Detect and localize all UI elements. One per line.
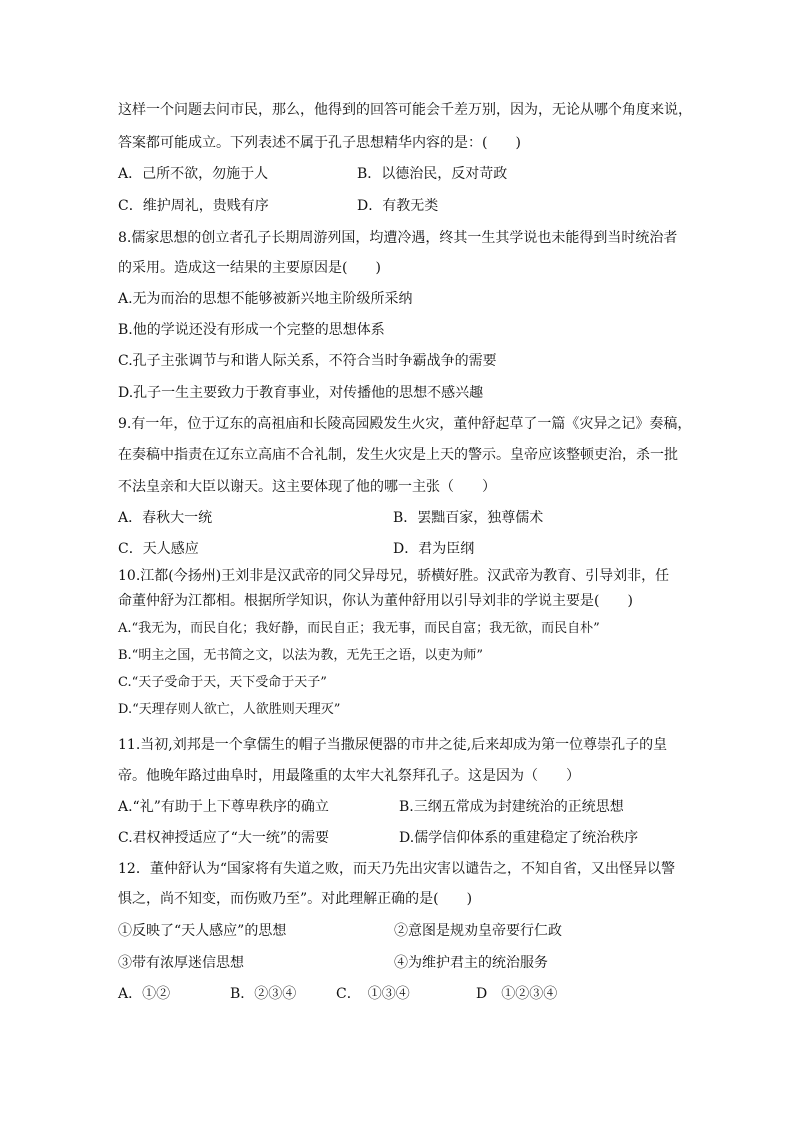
q11-option-c: C.君权神授适应了“大一统”的需要 — [118, 830, 329, 846]
q12-item-2: ②意图是规劝皇帝要行仁政 — [394, 923, 562, 939]
q12-item-1: ①反映了“天人感应”的思想 — [118, 923, 287, 939]
q7-stem-line1: 这样一个问题去问市民，那么，他得到的回答可能会千差万别，因为，无论从哪个角度来说， — [118, 102, 692, 118]
q11-option-a: A.“礼”有助于上下尊卑秩序的确立 — [118, 799, 329, 815]
q9-option-d: D．君为臣纲 — [393, 541, 475, 557]
q9-stem-line1: 9.有一年，位于辽东的高祖庙和长陵高园殿发生火灾，董仲舒起草了一篇《灾异之记》奏稿， — [118, 416, 692, 432]
q11-option-b: B.三纲五常成为封建统治的正统思想 — [399, 799, 624, 815]
q7-stem-line2: 答案都可能成立。下列表述不属于孔子思想精华内容的是：( ) — [118, 135, 521, 151]
q9-option-b: B．罢黜百家，独尊儒术 — [393, 510, 544, 526]
q7-option-b: B．以德治民，反对苛政 — [357, 166, 508, 182]
q9-stem-line3: 不法皇亲和大臣以谢天。这主要体现了他的哪一主张（ ） — [118, 479, 496, 495]
q8-stem-line1: 8.儒家思想的创立者孔子长期周游列国，均遭冷遇，终其一生其学说也未能得到当时统治者 — [118, 230, 678, 246]
q7-option-d: D．有教无类 — [357, 198, 439, 214]
q10-option-d: D.“天理存则人欲亡，人欲胜则天理灭” — [118, 702, 341, 717]
q10-option-c: C.“天子受命于天，天下受命于天子” — [118, 675, 327, 690]
q12-item-4: ④为维护君主的统治服务 — [394, 955, 548, 971]
q12-option-d: D ①②③④ — [476, 986, 558, 1002]
q10-stem-line1: 10.江都(今扬州)王刘非是汉武帝的同父异母兄，骄横好胜。汉武帝为教育、引导刘非，任 — [118, 568, 670, 584]
q10-option-b: B.“明主之国，无书简之文，以法为教，无先王之语，以吏为师” — [118, 648, 483, 663]
q8-option-a: A.无为而治的思想不能够被新兴地主阶级所采纳 — [118, 291, 413, 307]
q7-option-a: A．己所不欲，勿施于人 — [118, 166, 269, 182]
q11-option-d: D.儒学信仰体系的重建稳定了统治秩序 — [399, 830, 639, 846]
q12-option-c: C． ①③④ — [336, 986, 410, 1002]
q10-stem-line2: 命董仲舒为江都相。根据所学知识，你认为董仲舒用以引导刘非的学说主要是( ) — [118, 593, 633, 609]
q12-option-b: B．②③④ — [230, 986, 297, 1002]
q9-option-a: A．春秋大一统 — [118, 510, 213, 526]
q12-stem-line2: 惧之，尚不知变，而伤败乃至”。对此理解正确的是( ) — [118, 891, 473, 907]
q10-option-a: A.“我无为，而民自化；我好静，而民自正；我无事，而民自富；我无欲，而民自朴” — [118, 621, 600, 636]
q8-option-c: C.孔子主张调节与和谐人际关系，不符合当时争霸战争的需要 — [118, 353, 497, 369]
q8-stem-line2: 的采用。造成这一结果的主要原因是( ) — [118, 260, 381, 276]
q8-option-b: B.他的学说还没有形成一个完整的思想体系 — [118, 322, 385, 338]
q11-stem-line2: 帝。他晚年路过曲阜时，用最隆重的太牢大礼祭拜孔子。这是因为（ ） — [118, 768, 580, 784]
q12-option-a: A．①② — [118, 986, 171, 1002]
q9-stem-line2: 在奏稿中指责在辽东立高庙不合礼制，发生火灾是上天的警示。皇帝应该整顿吏治，杀一批 — [118, 447, 678, 463]
q12-item-3: ③带有浓厚迷信思想 — [118, 955, 244, 971]
q8-option-d: D.孔子一生主要致力于教育事业，对传播他的思想不感兴趣 — [118, 385, 484, 401]
q9-option-c: C．天人感应 — [118, 541, 199, 557]
q11-stem-line1: 11.当初,刘邦是一个拿儒生的帽子当撒尿便器的市井之徒,后来却成为第一位尊崇孔子的皇 — [118, 737, 668, 753]
q7-option-c: C．维护周礼，贵贱有序 — [118, 198, 269, 214]
q12-stem-line1: 12．董仲舒认为“国家将有失道之败，而天乃先出灾害以谴告之，不知自省，又出怪异以警 — [118, 861, 675, 877]
